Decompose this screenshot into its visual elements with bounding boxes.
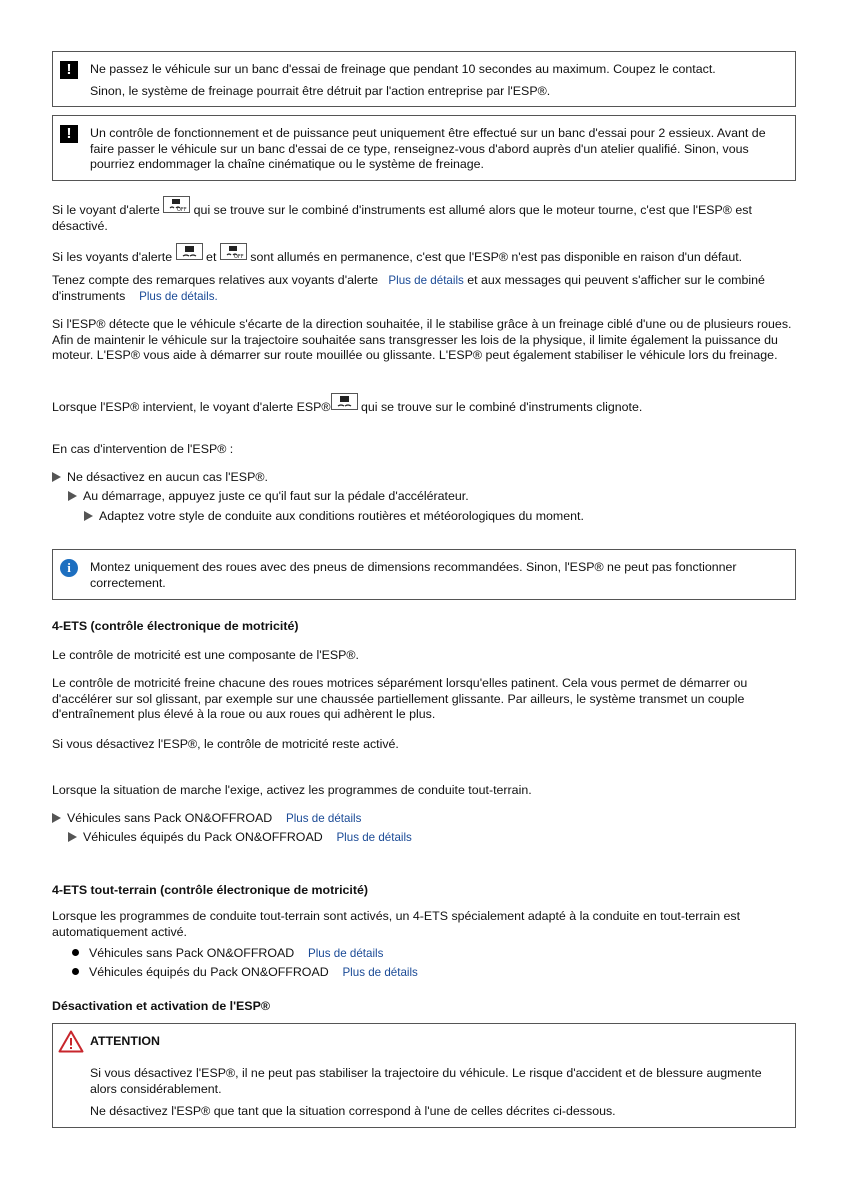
notice-2-text: Un contrôle de fonctionnement et de puissance peut uniquement être effectué sur un banc d'essai pour 2 essieux. Avant de faire passer le véhicule sur un banc d'essai de ce type, renseignez-vous d'abord auprès d'un atelier qualifié. Sinon, vous pourriez endommager la chaîne cinématique ou le système de freinage. [90,126,766,172]
p2-et: et [206,250,217,264]
p2-text-b: sont allumés en permanence, c'est que l'ESP® n'est pas disponible en raison d'un défaut. [250,250,743,264]
section-heading-esp-deactivation: Désactivation et activation de l'ESP® [52,999,270,1013]
paragraph-remarks [52,273,794,304]
esp-off-warning-lamp-icon [163,196,190,213]
paragraph-traction-detail: Le contrôle de motricité freine chacune des roues motrices séparément lorsqu'elles patinent. Cela vous permet de démarrer ou d'accélérer sur sol glissant, par exemple sur une chaussée partiellement glissante. Par ailleurs, le système transmet un couple d'entraînement plus élevé à la roue ou aux roues qui adhèrent le plus. [52,676,748,722]
section-heading-4ets: 4-ETS (contrôle électronique de motricité) [52,619,299,633]
step-arrow-icon [84,511,93,521]
more-details-link[interactable]: Plus de détails [285,812,362,825]
step-arrow-icon [68,832,77,842]
attention-text-1: Si vous désactivez l'ESP®, il ne peut pas stabiliser la trajectoire du véhicule. Le risque d'accident et de blessure augmente alors considérablement. [90,1066,762,1096]
info-notice [52,549,796,600]
list-item [72,965,418,981]
lamp-off-label: OFF [233,254,244,259]
paragraph-esp-stabilise: Si l'ESP® détecte que le véhicule s'écarte de la direction souhaitée, il le stabilise grâce à un freinage ciblé d'une ou de plusieurs roues. Afin de maintenir le véhicule sur la trajectoire souhaitée sans transgresser les lois de la physique, il limite également la puissance du moteur. L'ESP® vous aide à démarrer sur route mouillée ou glissante. L'ESP® peut également stabiliser le véhicule lors du freinage. [52,317,792,363]
notice-1-line-2: Sinon, le système de freinage pourrait être détruit par l'action entreprise par l'ESP®. [90,84,551,98]
paragraph-esp-intervention: En cas d'intervention de l'ESP® : [52,442,234,456]
esp-warning-lamp-icon [176,243,203,260]
paragraph-offroad-programs: Lorsque la situation de marche l'exige, activez les programmes de conduite tout-terrain. [52,783,532,797]
p5-text-b: qui se trouve sur le combiné d'instruments clignote. [360,400,643,414]
step-arrow-icon [52,813,61,823]
paragraph-esp-off-lamp [52,196,792,234]
warning-notice-2 [52,115,796,181]
list-item [72,946,383,962]
warning-exclamation-icon: ! [60,61,78,79]
paragraph-esp-lamps-fault [52,243,792,266]
attention-triangle-icon [58,1030,84,1053]
more-details-link[interactable]: Plus de détails [342,966,418,979]
list-item [68,830,412,846]
more-details-link[interactable]: Plus de détails [336,831,412,844]
step-arrow-icon [52,472,61,482]
list-item-label: Véhicules sans Pack ON&OFFROAD [89,946,295,960]
more-details-link[interactable]: Plus de détails [307,947,384,960]
attention-notice [52,1023,796,1128]
step-item [84,509,584,525]
paragraph-4ets-offroad: Lorsque les programmes de conduite tout-terrain sont activés, un 4-ETS spécialement adapté à la conduite en tout-terrain est automatiquement activé. [52,909,741,939]
step-arrow-icon [68,491,77,501]
p5-text-a: Lorsque l'ESP® intervient, le voyant d'alerte ESP® [52,400,331,414]
more-details-link[interactable]: Plus de détails [388,274,464,287]
paragraph-esp-intervenes [52,393,794,416]
p2-text-a: Si les voyants d'alerte [52,250,173,264]
attention-text-2: Ne désactivez l'ESP® que tant que la situation correspond à l'une de celles décrites ci-dessous. [90,1104,616,1118]
warning-exclamation-icon: ! [60,125,78,143]
list-item [52,811,361,827]
warning-notice-1 [52,51,796,107]
p1-text-a: Si le voyant d'alerte [52,203,160,217]
lamp-off-label: OFF [177,207,187,212]
info-text: Montez uniquement des roues avec des pneus de dimensions recommandées. Sinon, l'ESP® ne peut pas fonctionner correctement. [90,560,737,590]
step-text: Ne désactivez en aucun cas l'ESP®. [67,470,268,484]
esp-warning-lamp-icon [331,393,358,410]
attention-title: ATTENTION [90,1034,160,1048]
paragraph-traction-component: Le contrôle de motricité est une composante de l'ESP®. [52,648,359,662]
info-icon: i [60,559,78,577]
step-item [52,470,268,486]
bullet-icon [72,968,79,975]
p1-text-b: qui se trouve sur le combiné d'instruments est allumé alors que le moteur tourne, c'est que l'ESP® est désactivé. [52,203,752,233]
paragraph-traction-remains: Si vous désactivez l'ESP®, le contrôle de motricité reste activé. [52,737,399,751]
list-item-label: Véhicules équipés du Pack ON&OFFROAD [83,830,323,844]
more-details-link[interactable]: Plus de détails [139,289,215,303]
p3-text-b: et aux messages qui peuvent s'afficher sur le combiné d'instruments [52,273,765,303]
bullet-icon [72,949,79,956]
step-item [68,489,469,505]
step-text: Au démarrage, appuyez juste ce qu'il faut sur la pédale d'accélérateur. [83,489,469,503]
section-heading-4ets-offroad: 4-ETS tout-terrain (contrôle électronique de motricité) [52,883,368,897]
step-text: Adaptez votre style de conduite aux conditions routières et météorologiques du moment. [99,509,584,523]
notice-1-line-1: Ne passez le véhicule sur un banc d'essai de freinage que pendant 10 secondes au maximum. Coupez le contact. [90,62,716,76]
esp-off-warning-lamp-icon [220,243,247,260]
p3-text-a: Tenez compte des remarques relatives aux voyants d'alerte [52,273,379,287]
list-item-label: Véhicules équipés du Pack ON&OFFROAD [89,965,329,979]
list-item-label: Véhicules sans Pack ON&OFFROAD [67,811,273,825]
p3-period: . [214,289,218,303]
